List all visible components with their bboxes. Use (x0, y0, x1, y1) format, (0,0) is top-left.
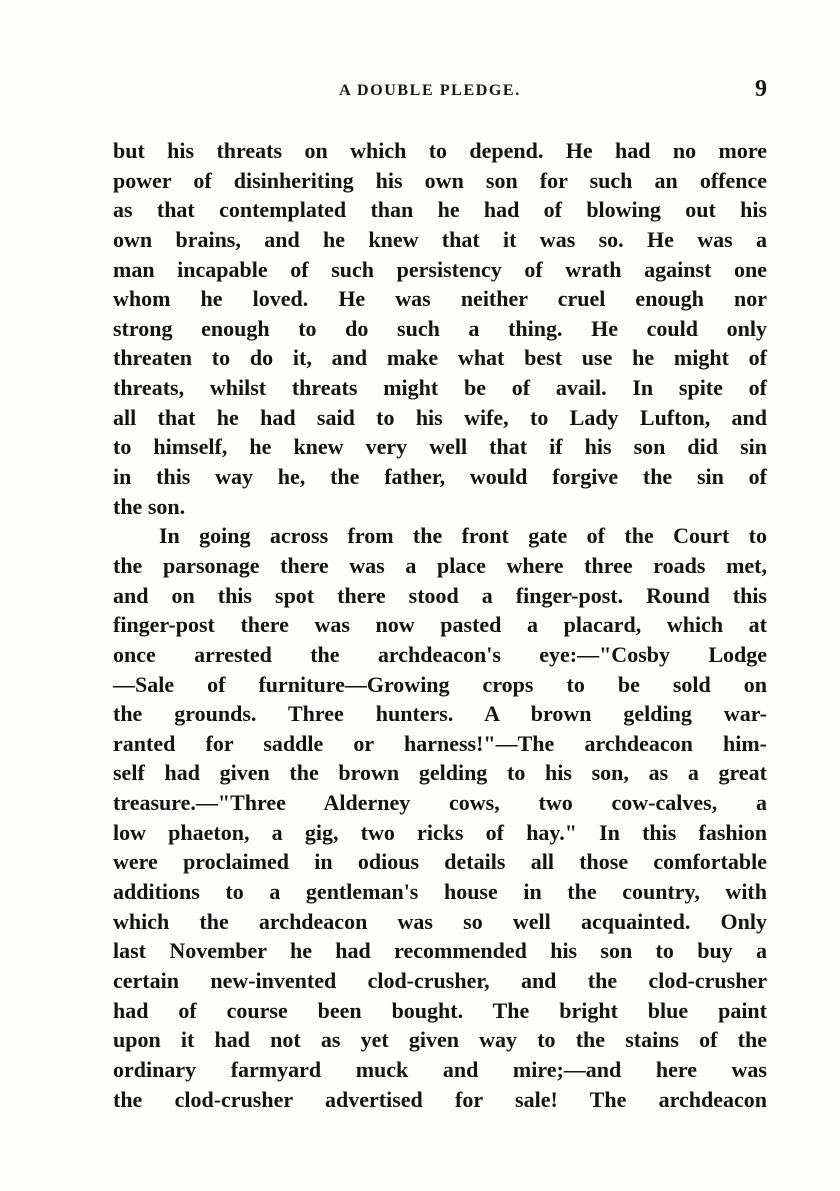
text-line: In going across from the front gate of the Court to (159, 523, 767, 549)
paragraph-1 (113, 136, 767, 521)
text-line: the son. (113, 493, 186, 519)
text-line: to himself, he knew very well that if his son did sin (113, 434, 767, 460)
text-line: in this way he, the father, would forgive the sin of (113, 464, 767, 490)
text-line: the clod-crusher advertised for sale! The archdeacon (113, 1086, 767, 1112)
text-line: own brains, and he knew that it was so. He was a (113, 226, 767, 252)
text-line: low phaeton, a gig, two ricks of hay." In this fashion (113, 819, 767, 845)
text-line: had of course been bought. The bright blue paint (113, 997, 767, 1023)
text-line: upon it had not as yet given way to the stains of the (113, 1027, 767, 1053)
running-head (113, 76, 767, 108)
text-line: as that contemplated than he had of blowing out his (113, 197, 767, 223)
text-line: additions to a gentleman's house in the country, with (113, 879, 767, 905)
text-line: the grounds. Three hunters. A brown gelding war- (113, 701, 767, 727)
text-line: once arrested the archdeacon's eye:—"Cosby Lodge (113, 641, 767, 667)
text-line: treasure.—"Three Alderney cows, two cow-calves, a (113, 790, 767, 816)
text-line: self had given the brown gelding to his son, as a great (113, 760, 767, 786)
text-line: which the archdeacon was so well acquainted. Only (113, 908, 767, 934)
text-line: power of disinheriting his own son for such an offence (113, 167, 767, 193)
text-line: —Sale of furniture—Growing crops to be sold on (113, 671, 767, 697)
text-line: the parsonage there was a place where three roads met, (113, 552, 767, 578)
text-line: threaten to do it, and make what best use he might of (113, 345, 767, 371)
text-line: man incapable of such persistency of wrath against one (113, 256, 767, 282)
text-line: ordinary farmyard muck and mire;—and here was (113, 1056, 767, 1082)
text-line: and on this spot there stood a finger-post. Round this (113, 582, 767, 608)
text-line: ranted for saddle or harness!"—The archdeacon him- (113, 730, 767, 756)
text-line: last November he had recommended his son to buy a (113, 938, 767, 964)
body-text (113, 136, 767, 1114)
text-line: whom he loved. He was neither cruel enough nor (113, 286, 767, 312)
page-number: 9 (755, 76, 767, 102)
text-line: but his threats on which to depend. He had no more (113, 138, 767, 163)
paragraph-2 (113, 521, 767, 1114)
text-line: finger-post there was now pasted a placard, which at (113, 612, 767, 638)
text-line: certain new-invented clod-crusher, and the clod-crusher (113, 967, 767, 993)
text-line: threats, whilst threats might be of avail. In spite of (113, 375, 767, 401)
text-line: were proclaimed in odious details all those comfortable (113, 849, 767, 875)
text-line: strong enough to do such a thing. He could only (113, 315, 767, 341)
text-line: all that he had said to his wife, to Lady Lufton, and (113, 404, 767, 430)
running-title: A DOUBLE PLEDGE. (339, 82, 521, 99)
